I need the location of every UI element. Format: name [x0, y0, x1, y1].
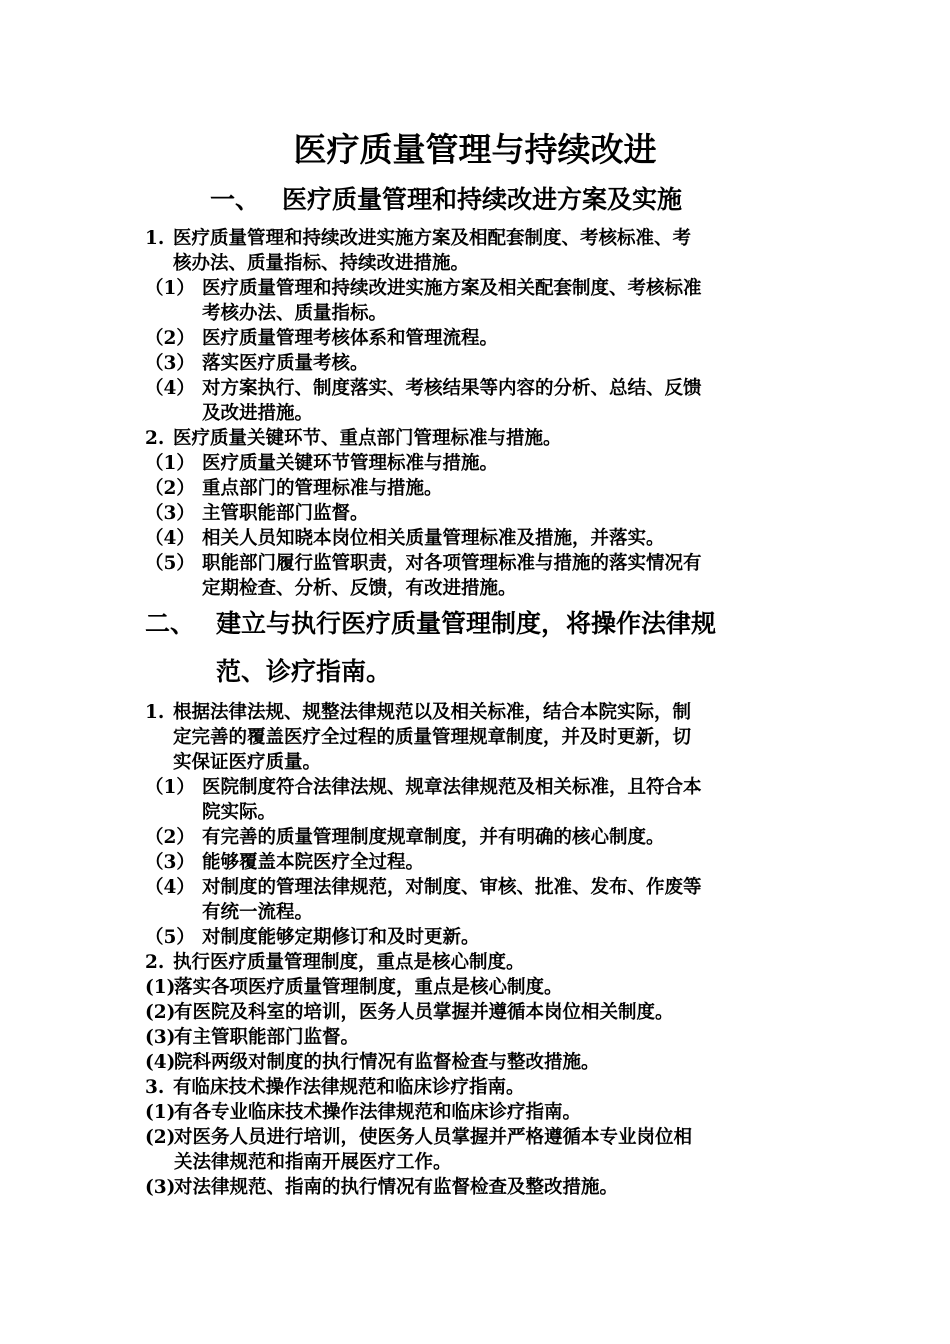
section-2-heading [145, 607, 716, 641]
list-item: 2. 医疗质量关键环节、重点部门管理标准与措施。 [145, 428, 562, 449]
list-subitem: (4)院科两级对制度的执行情况有监督检查与整改措施。 [145, 1052, 600, 1073]
section-2-title-continuation: 范、诊疗指南。 [216, 657, 392, 686]
list-item-continuation: 核办法、质量指标、持续改进措施。 [173, 253, 470, 274]
list-item: 1. 医疗质量管理和持续改进实施方案及相配套制度、考核标准、考 [145, 228, 692, 249]
list-subitem: （4） 相关人员知晓本岗位相关质量管理标准及措施，并落实。 [145, 528, 665, 549]
list-item: 1. 根据法律法规、规整法律规范以及相关标准，结合本院实际，制 [145, 702, 692, 723]
list-subitem: （3） 主管职能部门监督。 [145, 503, 369, 524]
list-subitem: (2)有医院及科室的培训，医务人员掌握并遵循本岗位相关制度。 [145, 1002, 674, 1023]
list-subitem: (1)落实各项医疗质量管理制度，重点是核心制度。 [145, 977, 563, 998]
list-subitem-continuation: 院实际。 [202, 802, 277, 823]
list-item: 3. 有临床技术操作法律规范和临床诊疗指南。 [145, 1077, 525, 1098]
list-subitem: （3） 能够覆盖本院医疗全过程。 [145, 852, 425, 873]
list-subitem-continuation: 考核办法、质量指标。 [202, 303, 388, 324]
document-title: 医疗质量管理与持续改进 [293, 130, 657, 169]
list-subitem: （5） 职能部门履行监管职责，对各项管理标准与措施的落实情况有 [145, 553, 702, 574]
list-subitem: (3)对法律规范、指南的执行情况有监督检查及整改措施。 [145, 1177, 619, 1198]
list-subitem-continuation: 关法律规范和指南开展医疗工作。 [174, 1152, 452, 1173]
list-subitem: (3)有主管职能部门监督。 [145, 1027, 360, 1048]
list-subitem: （4） 对制度的管理法律规范，对制度、审核、批准、发布、作废等 [145, 877, 702, 898]
section-1-number: 一、 [210, 185, 261, 214]
list-subitem-continuation: 定期检查、分析、反馈，有改进措施。 [202, 578, 517, 599]
list-subitem: （2） 重点部门的管理标准与措施。 [145, 478, 443, 499]
list-subitem: （1） 医疗质量管理和持续改进实施方案及相关配套制度、考核标准 [145, 278, 702, 299]
list-item: 2. 执行医疗质量管理制度，重点是核心制度。 [145, 952, 525, 973]
list-subitem-continuation: 及改进措施。 [202, 403, 314, 424]
list-subitem: （5） 对制度能够定期修订和及时更新。 [145, 927, 480, 948]
section-1-title: 医疗质量管理和持续改进方案及实施 [282, 185, 683, 214]
list-subitem: (2)对医务人员进行培训，使医务人员掌握并严格遵循本专业岗位相 [145, 1127, 693, 1148]
list-item-continuation: 定完善的覆盖医疗全过程的质量管理规章制度，并及时更新，切 [173, 727, 692, 748]
section-1-heading [210, 183, 682, 217]
list-subitem: (1)有各专业临床技术操作法律规范和临床诊疗指南。 [145, 1102, 582, 1123]
list-item-continuation: 实保证医疗质量。 [173, 752, 322, 773]
section-2-number: 二、 [145, 609, 196, 638]
section-2-title: 建立与执行医疗质量管理制度，将操作法律规 [216, 609, 717, 638]
list-subitem: （2） 有完善的质量管理制度规章制度，并有明确的核心制度。 [145, 827, 665, 848]
list-subitem: （4） 对方案执行、制度落实、考核结果等内容的分析、总结、反馈 [145, 378, 702, 399]
list-subitem-continuation: 有统一流程。 [202, 902, 314, 923]
list-subitem: （1） 医疗质量关键环节管理标准与措施。 [145, 453, 499, 474]
list-subitem: （1） 医院制度符合法律法规、规章法律规范及相关标准，且符合本 [145, 777, 702, 798]
list-subitem: （3） 落实医疗质量考核。 [145, 353, 369, 374]
list-subitem: （2） 医疗质量管理考核体系和管理流程。 [145, 328, 499, 349]
